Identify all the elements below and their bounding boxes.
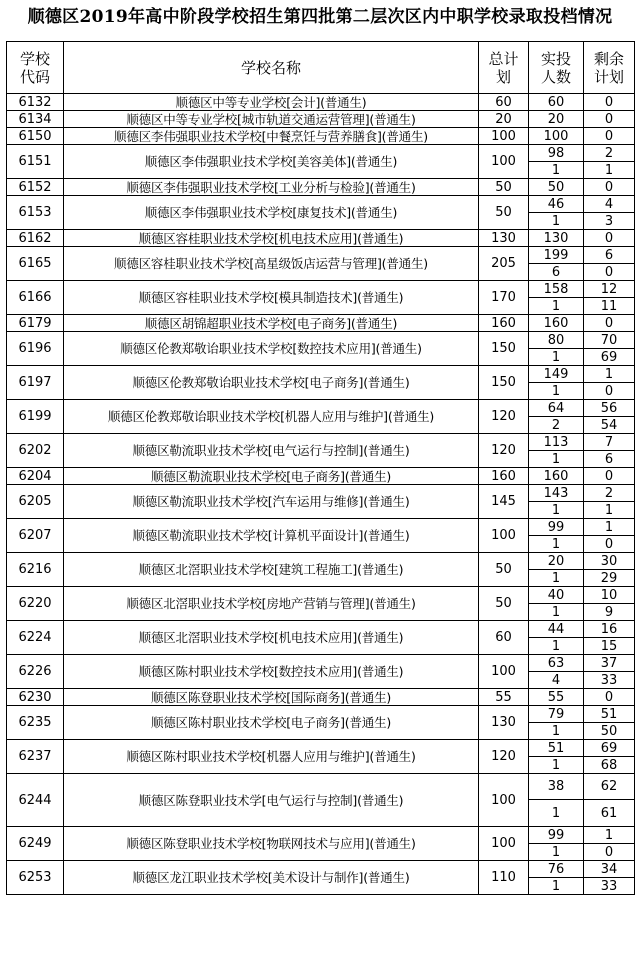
remaining-plan-cell: 0 — [584, 468, 635, 485]
actual-count-cell: 79 — [529, 706, 584, 723]
actual-count-cell: 20 — [529, 111, 584, 128]
school-code-cell: 6199 — [7, 400, 64, 434]
total-plan-cell: 100 — [479, 827, 529, 861]
total-plan-cell: 60 — [479, 621, 529, 655]
remaining-plan-cell: 11 — [584, 298, 635, 315]
actual-count-cell: 99 — [529, 827, 584, 844]
table-row — [7, 332, 635, 349]
remaining-plan-cell: 33 — [584, 672, 635, 689]
school-name-cell: 顺德区陈村职业技术学校[数控技术应用](普通生) — [64, 655, 479, 689]
total-plan-cell: 100 — [479, 519, 529, 553]
total-plan-cell: 170 — [479, 281, 529, 315]
remaining-plan-cell: 1 — [584, 502, 635, 519]
school-name-cell: 顺德区李伟强职业技术学校[中餐烹饪与营养膳食](普通生) — [64, 128, 479, 145]
school-name-cell: 顺德区中等专业学校[会计](普通生) — [64, 94, 479, 111]
school-name-cell: 顺德区陈登职业技术学校[物联网技术与应用](普通生) — [64, 827, 479, 861]
total-plan-cell: 50 — [479, 553, 529, 587]
remaining-plan-cell: 2 — [584, 485, 635, 502]
table-row — [7, 281, 635, 298]
actual-count-cell: 1 — [529, 502, 584, 519]
actual-count-cell: 4 — [529, 672, 584, 689]
school-code-cell: 6235 — [7, 706, 64, 740]
table-row — [7, 468, 635, 485]
school-code-cell: 6153 — [7, 196, 64, 230]
actual-count-cell: 160 — [529, 468, 584, 485]
school-name-cell: 顺德区李伟强职业技术学校[美容美体](普通生) — [64, 145, 479, 179]
school-code-cell: 6196 — [7, 332, 64, 366]
total-plan-cell: 20 — [479, 111, 529, 128]
remaining-plan-cell: 15 — [584, 638, 635, 655]
table-row — [7, 827, 635, 844]
school-name-cell: 顺德区陈村职业技术学校[机器人应用与维护](普通生) — [64, 740, 479, 774]
remaining-plan-cell: 69 — [584, 740, 635, 757]
remaining-plan-cell: 1 — [584, 162, 635, 179]
table-row — [7, 774, 635, 800]
table-row — [7, 587, 635, 604]
school-code-cell: 6204 — [7, 468, 64, 485]
actual-count-cell: 1 — [529, 383, 584, 400]
remaining-plan-cell: 61 — [584, 800, 635, 827]
actual-count-cell: 50 — [529, 179, 584, 196]
total-plan-cell: 55 — [479, 689, 529, 706]
school-code-cell: 6244 — [7, 774, 64, 827]
remaining-plan-cell: 0 — [584, 230, 635, 247]
remaining-plan-cell: 0 — [584, 689, 635, 706]
actual-count-cell: 51 — [529, 740, 584, 757]
table-row — [7, 689, 635, 706]
table-row — [7, 230, 635, 247]
actual-count-cell: 1 — [529, 570, 584, 587]
actual-count-cell: 63 — [529, 655, 584, 672]
school-name-cell: 顺德区龙江职业技术学校[美术设计与制作](普通生) — [64, 861, 479, 895]
actual-count-cell: 1 — [529, 536, 584, 553]
remaining-plan-cell: 0 — [584, 111, 635, 128]
school-code-cell: 6179 — [7, 315, 64, 332]
remaining-plan-cell: 50 — [584, 723, 635, 740]
remaining-plan-cell: 7 — [584, 434, 635, 451]
table-row — [7, 247, 635, 264]
school-name-cell: 顺德区北滘职业技术学校[房地产营销与管理](普通生) — [64, 587, 479, 621]
actual-count-cell: 199 — [529, 247, 584, 264]
table-row — [7, 655, 635, 672]
remaining-plan-cell: 54 — [584, 417, 635, 434]
actual-count-cell: 1 — [529, 604, 584, 621]
actual-count-cell: 149 — [529, 366, 584, 383]
remaining-plan-cell: 0 — [584, 264, 635, 281]
remaining-plan-cell: 4 — [584, 196, 635, 213]
remaining-plan-cell: 0 — [584, 179, 635, 196]
actual-count-cell: 6 — [529, 264, 584, 281]
header-actual-count: 实投 人数 — [529, 42, 584, 94]
table-row — [7, 434, 635, 451]
remaining-plan-cell: 2 — [584, 145, 635, 162]
table-body — [7, 94, 635, 895]
school-code-cell: 6134 — [7, 111, 64, 128]
school-name-cell: 顺德区勒流职业技术学校[电气运行与控制](普通生) — [64, 434, 479, 468]
total-plan-cell: 50 — [479, 196, 529, 230]
total-plan-cell: 150 — [479, 332, 529, 366]
school-code-cell: 6216 — [7, 553, 64, 587]
school-code-cell: 6151 — [7, 145, 64, 179]
school-name-cell: 顺德区容桂职业技术学校[高星级饭店运营与管理](普通生) — [64, 247, 479, 281]
table-row — [7, 315, 635, 332]
school-code-cell: 6230 — [7, 689, 64, 706]
table-row — [7, 553, 635, 570]
actual-count-cell: 40 — [529, 587, 584, 604]
school-code-cell: 6166 — [7, 281, 64, 315]
school-code-cell: 6150 — [7, 128, 64, 145]
actual-count-cell: 46 — [529, 196, 584, 213]
total-plan-cell: 120 — [479, 434, 529, 468]
remaining-plan-cell: 16 — [584, 621, 635, 638]
school-code-cell: 6220 — [7, 587, 64, 621]
header-row — [7, 42, 635, 94]
table-row — [7, 128, 635, 145]
remaining-plan-cell: 0 — [584, 94, 635, 111]
school-code-cell: 6207 — [7, 519, 64, 553]
actual-count-cell: 1 — [529, 723, 584, 740]
actual-count-cell: 113 — [529, 434, 584, 451]
school-name-cell: 顺德区勒流职业技术学校[汽车运用与维修](普通生) — [64, 485, 479, 519]
table-row — [7, 94, 635, 111]
actual-count-cell: 64 — [529, 400, 584, 417]
table-row — [7, 706, 635, 723]
remaining-plan-cell: 0 — [584, 128, 635, 145]
school-name-cell: 顺德区陈登职业技术学[电气运行与控制](普通生) — [64, 774, 479, 827]
actual-count-cell: 130 — [529, 230, 584, 247]
remaining-plan-cell: 70 — [584, 332, 635, 349]
admission-table — [6, 41, 635, 895]
school-name-cell: 顺德区勒流职业技术学校[计算机平面设计](普通生) — [64, 519, 479, 553]
total-plan-cell: 100 — [479, 145, 529, 179]
school-name-cell: 顺德区陈登职业技术学校[国际商务](普通生) — [64, 689, 479, 706]
school-name-cell: 顺德区李伟强职业技术学校[工业分析与检验](普通生) — [64, 179, 479, 196]
header-school-code: 学校 代码 — [7, 42, 64, 94]
school-name-cell: 顺德区陈村职业技术学校[电子商务](普通生) — [64, 706, 479, 740]
actual-count-cell: 1 — [529, 878, 584, 895]
remaining-plan-cell: 0 — [584, 844, 635, 861]
table-row — [7, 519, 635, 536]
remaining-plan-cell: 6 — [584, 247, 635, 264]
header-school-name: 学校名称 — [64, 42, 479, 94]
remaining-plan-cell: 9 — [584, 604, 635, 621]
school-name-cell: 顺德区北滘职业技术学校[机电技术应用](普通生) — [64, 621, 479, 655]
actual-count-cell: 1 — [529, 800, 584, 827]
actual-count-cell: 100 — [529, 128, 584, 145]
remaining-plan-cell: 33 — [584, 878, 635, 895]
actual-count-cell: 20 — [529, 553, 584, 570]
school-code-cell: 6237 — [7, 740, 64, 774]
school-code-cell: 6162 — [7, 230, 64, 247]
total-plan-cell: 110 — [479, 861, 529, 895]
actual-count-cell: 80 — [529, 332, 584, 349]
total-plan-cell: 100 — [479, 774, 529, 827]
school-code-cell: 6165 — [7, 247, 64, 281]
remaining-plan-cell: 30 — [584, 553, 635, 570]
table-row — [7, 485, 635, 502]
total-plan-cell: 60 — [479, 94, 529, 111]
actual-count-cell: 99 — [529, 519, 584, 536]
table-row — [7, 111, 635, 128]
remaining-plan-cell: 68 — [584, 757, 635, 774]
total-plan-cell: 100 — [479, 128, 529, 145]
school-code-cell: 6226 — [7, 655, 64, 689]
actual-count-cell: 44 — [529, 621, 584, 638]
remaining-plan-cell: 3 — [584, 213, 635, 230]
school-name-cell: 顺德区容桂职业技术学校[模具制造技术](普通生) — [64, 281, 479, 315]
total-plan-cell: 100 — [479, 655, 529, 689]
actual-count-cell: 55 — [529, 689, 584, 706]
actual-count-cell: 1 — [529, 162, 584, 179]
school-name-cell: 顺德区中等专业学校[城市轨道交通运营管理](普通生) — [64, 111, 479, 128]
school-code-cell: 6205 — [7, 485, 64, 519]
actual-count-cell: 160 — [529, 315, 584, 332]
remaining-plan-cell: 51 — [584, 706, 635, 723]
school-name-cell: 顺德区胡锦超职业技术学校[电子商务](普通生) — [64, 315, 479, 332]
school-code-cell: 6197 — [7, 366, 64, 400]
total-plan-cell: 150 — [479, 366, 529, 400]
school-code-cell: 6253 — [7, 861, 64, 895]
school-name-cell: 顺德区容桂职业技术学校[机电技术应用](普通生) — [64, 230, 479, 247]
total-plan-cell: 145 — [479, 485, 529, 519]
page-title: 顺德区2019年高中阶段学校招生第四批第二层次区内中职学校录取投档情况 — [27, 7, 613, 27]
school-name-cell: 顺德区伦教郑敬诒职业技术学校[数控技术应用](普通生) — [64, 332, 479, 366]
remaining-plan-cell: 0 — [584, 536, 635, 553]
actual-count-cell: 1 — [529, 451, 584, 468]
table-row — [7, 145, 635, 162]
remaining-plan-cell: 6 — [584, 451, 635, 468]
table-row — [7, 861, 635, 878]
actual-count-cell: 1 — [529, 349, 584, 366]
actual-count-cell: 2 — [529, 417, 584, 434]
school-code-cell: 6132 — [7, 94, 64, 111]
actual-count-cell: 38 — [529, 774, 584, 800]
table-row — [7, 196, 635, 213]
remaining-plan-cell: 37 — [584, 655, 635, 672]
total-plan-cell: 130 — [479, 706, 529, 740]
remaining-plan-cell: 29 — [584, 570, 635, 587]
remaining-plan-cell: 34 — [584, 861, 635, 878]
total-plan-cell: 50 — [479, 587, 529, 621]
table-row — [7, 366, 635, 383]
school-code-cell: 6202 — [7, 434, 64, 468]
total-plan-cell: 120 — [479, 400, 529, 434]
header-total-plan: 总计 划 — [479, 42, 529, 94]
school-code-cell: 6224 — [7, 621, 64, 655]
total-plan-cell: 50 — [479, 179, 529, 196]
remaining-plan-cell: 69 — [584, 349, 635, 366]
school-code-cell: 6152 — [7, 179, 64, 196]
remaining-plan-cell: 1 — [584, 519, 635, 536]
actual-count-cell: 1 — [529, 298, 584, 315]
remaining-plan-cell: 0 — [584, 383, 635, 400]
remaining-plan-cell: 1 — [584, 827, 635, 844]
actual-count-cell: 143 — [529, 485, 584, 502]
actual-count-cell: 158 — [529, 281, 584, 298]
remaining-plan-cell: 0 — [584, 315, 635, 332]
total-plan-cell: 120 — [479, 740, 529, 774]
remaining-plan-cell: 62 — [584, 774, 635, 800]
school-name-cell: 顺德区伦教郑敬诒职业技术学校[机器人应用与维护](普通生) — [64, 400, 479, 434]
remaining-plan-cell: 12 — [584, 281, 635, 298]
school-name-cell: 顺德区李伟强职业技术学校[康复技术](普通生) — [64, 196, 479, 230]
table-row — [7, 179, 635, 196]
school-name-cell: 顺德区伦教郑敬诒职业技术学校[电子商务](普通生) — [64, 366, 479, 400]
header-remaining-plan: 剩余 计划 — [584, 42, 635, 94]
actual-count-cell: 98 — [529, 145, 584, 162]
school-name-cell: 顺德区勒流职业技术学校[电子商务](普通生) — [64, 468, 479, 485]
table-row — [7, 621, 635, 638]
total-plan-cell: 130 — [479, 230, 529, 247]
total-plan-cell: 160 — [479, 468, 529, 485]
remaining-plan-cell: 1 — [584, 366, 635, 383]
remaining-plan-cell: 10 — [584, 587, 635, 604]
actual-count-cell: 1 — [529, 213, 584, 230]
actual-count-cell: 60 — [529, 94, 584, 111]
remaining-plan-cell: 56 — [584, 400, 635, 417]
total-plan-cell: 205 — [479, 247, 529, 281]
actual-count-cell: 1 — [529, 844, 584, 861]
actual-count-cell: 1 — [529, 757, 584, 774]
actual-count-cell: 76 — [529, 861, 584, 878]
school-code-cell: 6249 — [7, 827, 64, 861]
school-name-cell: 顺德区北滘职业技术学校[建筑工程施工](普通生) — [64, 553, 479, 587]
table-row — [7, 740, 635, 757]
total-plan-cell: 160 — [479, 315, 529, 332]
table-row — [7, 400, 635, 417]
actual-count-cell: 1 — [529, 638, 584, 655]
